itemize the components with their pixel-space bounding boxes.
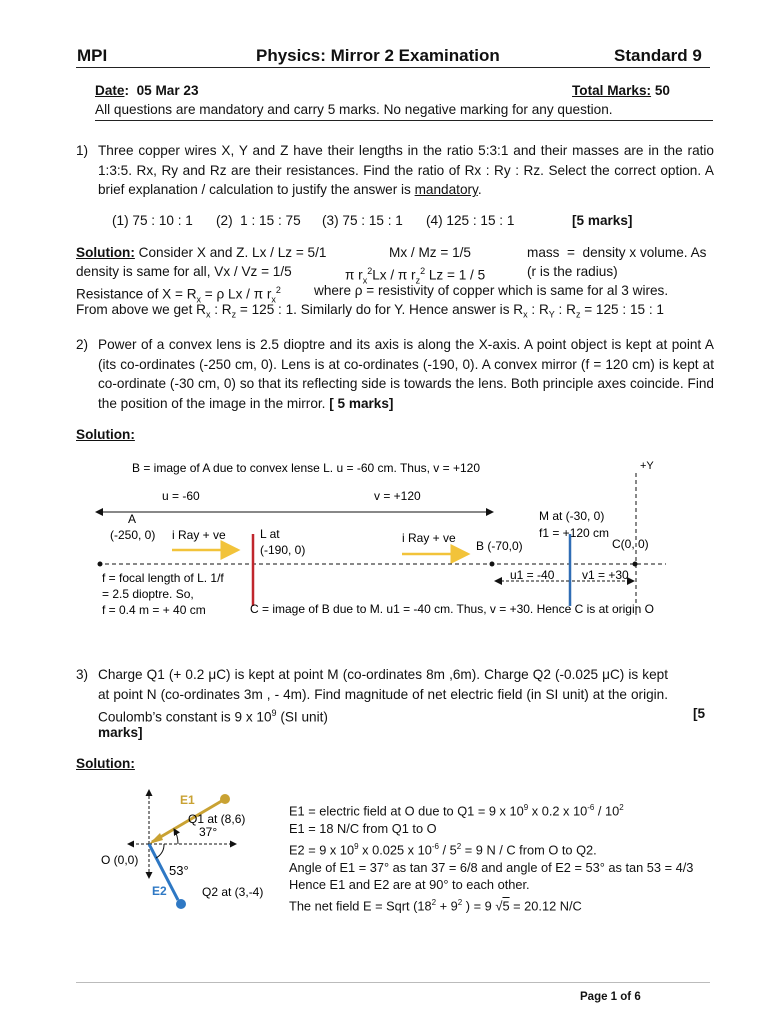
header-left: MPI [77, 46, 108, 65]
q3-marks-a: [5 [693, 706, 706, 721]
marks-value: 50 [654, 83, 670, 98]
q2-charge [176, 899, 186, 909]
optics-diagram [90, 455, 680, 625]
footer-rule [76, 982, 710, 983]
q1-option-1: (1) 75 : 10 : 1 [112, 213, 193, 228]
q1-text: Three copper wires X, Y and Z have their lengths in the ratio 5:3:1 and their masses are in the ratio 1:3:5. Rx, Ry and Rz are their resistances. Find the ratio of Rx : Ry : Rz. Select the correct option. A brief explanation / calculation to justify the answer is mandatory. [98, 143, 714, 197]
point-c-label: C(0, 0) [612, 537, 649, 551]
q1-solution-line4: From above we get $R_x$ : $R_z = 125$ : 1. Similarly do for Y. Hence answer is $R_x$ : $R_Y$ : $R_z = 125$ : 15 : 1 [76, 302, 664, 320]
point-a-label: A [128, 512, 137, 526]
date-line: Date: 05 Mar 23 [95, 83, 199, 98]
q3-calc-line2: E1 = 18 N/C from Q1 to O [289, 820, 437, 836]
q3-marks-b: marks] [98, 725, 143, 740]
instructions: All questions are mandatory and carry 5 marks. No negative marking for any question. [95, 102, 613, 117]
e2-label: E2 [152, 884, 167, 898]
q3-calc-line6: The net field E = Sqrt ($18^2 + 9^2$ ) = 9 √5 = 20.12 N/C [289, 898, 582, 914]
focal-note-3: f = 0.4 m = + 40 cm [102, 603, 206, 617]
q2-label: Q2 at (3,-4) [202, 885, 264, 899]
q1-solution-line2: density is same for all, Vx / Vz = 1/5 π $r_x^2Lx$ / π $r_z^2$ Lz = 1 / 5 (r is the radius) [76, 264, 618, 286]
angle-53-label: 53° [169, 863, 189, 878]
u1-label: u1 = -40 [510, 568, 555, 582]
e1-label: E1 [180, 793, 195, 807]
ray1-label: i Ray + ve [172, 528, 226, 542]
lens-label: L at [260, 527, 280, 541]
field-diagram [98, 782, 278, 912]
q1-label: Q1 at (8,6) [188, 812, 246, 826]
q1-option-3: (3) 75 : 15 : 1 [322, 213, 403, 228]
point-b-label: B (-70,0) [476, 539, 523, 553]
marks-label: Total Marks: [572, 83, 652, 98]
q3-calc-line1: E1 = electric field at O due to Q1 = 9 x $10^9$ x 0.2 x $10^{-6} / 10^2$ [289, 803, 624, 819]
q3-calc-line5: Hence E1 and E2 are at 90° to each other. [289, 877, 530, 893]
q1-solution-line1: Solution: Consider X and Z. Lx / Lz = 5/1 Mx / Mz = 1/5 mass = density x volume. As [76, 245, 707, 260]
diagram-title: B = image of A due to convex lense L. u = -60 cm. Thus, v = +120 [132, 461, 480, 475]
header-rule [76, 67, 710, 68]
date-label: Date [95, 83, 125, 98]
focal-note-1: f = focal length of L. 1/f [102, 571, 224, 585]
point-b-dot [490, 562, 495, 567]
angle-37-label: 37° [199, 825, 218, 839]
v1-label: v1 = +30 [582, 568, 629, 582]
q2-marks: [ 5 marks] [329, 395, 394, 411]
angle-arc-53 [156, 844, 164, 858]
instructions-rule [95, 120, 713, 121]
q3-calc-line4: Angle of E1 = 37° as tan 37 = 6/8 and angle of E2 = 53° as tan 53 = 4/3 [289, 859, 694, 875]
point-a-coord: (-250, 0) [110, 528, 156, 542]
q3-calc [289, 799, 719, 915]
date-value: 05 Mar 23 [136, 83, 199, 98]
header-right: Standard 9 [614, 46, 702, 65]
ray2-label: i Ray + ve [402, 531, 456, 545]
q1-number: 1) [76, 143, 89, 158]
q1-marks: [5 marks] [572, 213, 633, 228]
q2-number: 2) [76, 337, 89, 352]
q2-solution-label: Solution: [76, 427, 135, 442]
total-marks [572, 81, 670, 101]
q3-calc-line3: E2 = 9 x $10^9$ x 0.025 x $10^{-6} / 5^2 = 9$ N / C from O to Q2. [289, 841, 597, 857]
lens-coord: (-190, 0) [260, 543, 306, 557]
page-number: Page 1 of 6 [580, 991, 641, 1003]
q3-solution-label: Solution: [76, 756, 135, 771]
diagram-bottom-note: C = image of B due to M. u1 = -40 cm. Thus, v = +30. Hence C is at origin O [250, 602, 654, 616]
q1-charge [220, 794, 230, 804]
q1-option-4: (4) 125 : 15 : 1 [426, 213, 515, 228]
mirror-label: M at (-30, 0) [539, 509, 605, 523]
header-title: Physics: Mirror 2 Examination [256, 46, 500, 65]
focal-note-2: = 2.5 dioptre. So, [102, 587, 194, 601]
q3-text: Charge Q1 (+ 0.2 μC) is kept at point M (co-ordinates 8m ,6m). Charge Q2 (-0.025 μC) is kept at point N (co-ordinates 3m , - 4m). Find magnitude of net electric field (in SI unit) at the origin. Coulomb’s constant is 9 x $10^9$ (SI unit) [98, 667, 668, 725]
q1-option-2: (2) 1 : 15 : 75 [216, 213, 301, 228]
mirror-focal: f1 = +120 cm [539, 526, 610, 540]
angle-arc-37 [174, 829, 178, 844]
q2-text: Power of a convex lens is 2.5 dioptre and its axis is along the X-axis. A point object is kept at point A (its co-ordinates (-250 cm, 0). Lens is at co-ordinates (-190, 0). A convex mirror (f = 120 cm) is kept at co-ordinate (-30 cm, 0) so that its reflecting side is towards the lens. Both principle axes coincide. Find the position of the image in the mirror. [ 5 marks] [98, 337, 714, 411]
u-label: u = -60 [162, 489, 200, 503]
q1-solution-line3: Resistance of $X = R_x = \rho$ Lx / π $r_x^2$ where ρ = resistivity of copper which is same for al 3 wires. [76, 283, 669, 305]
q1-solution-label: Solution: [76, 245, 135, 260]
point-c-dot [633, 562, 638, 567]
v-label: v = +120 [374, 489, 421, 503]
q1-mandatory: mandatory [414, 182, 478, 197]
e1-arrowhead [149, 833, 163, 844]
point-a-dot [98, 562, 103, 567]
origin-label: O (0,0) [101, 853, 139, 867]
plus-y-label: +Y [640, 460, 654, 472]
q3-number: 3) [76, 667, 89, 682]
